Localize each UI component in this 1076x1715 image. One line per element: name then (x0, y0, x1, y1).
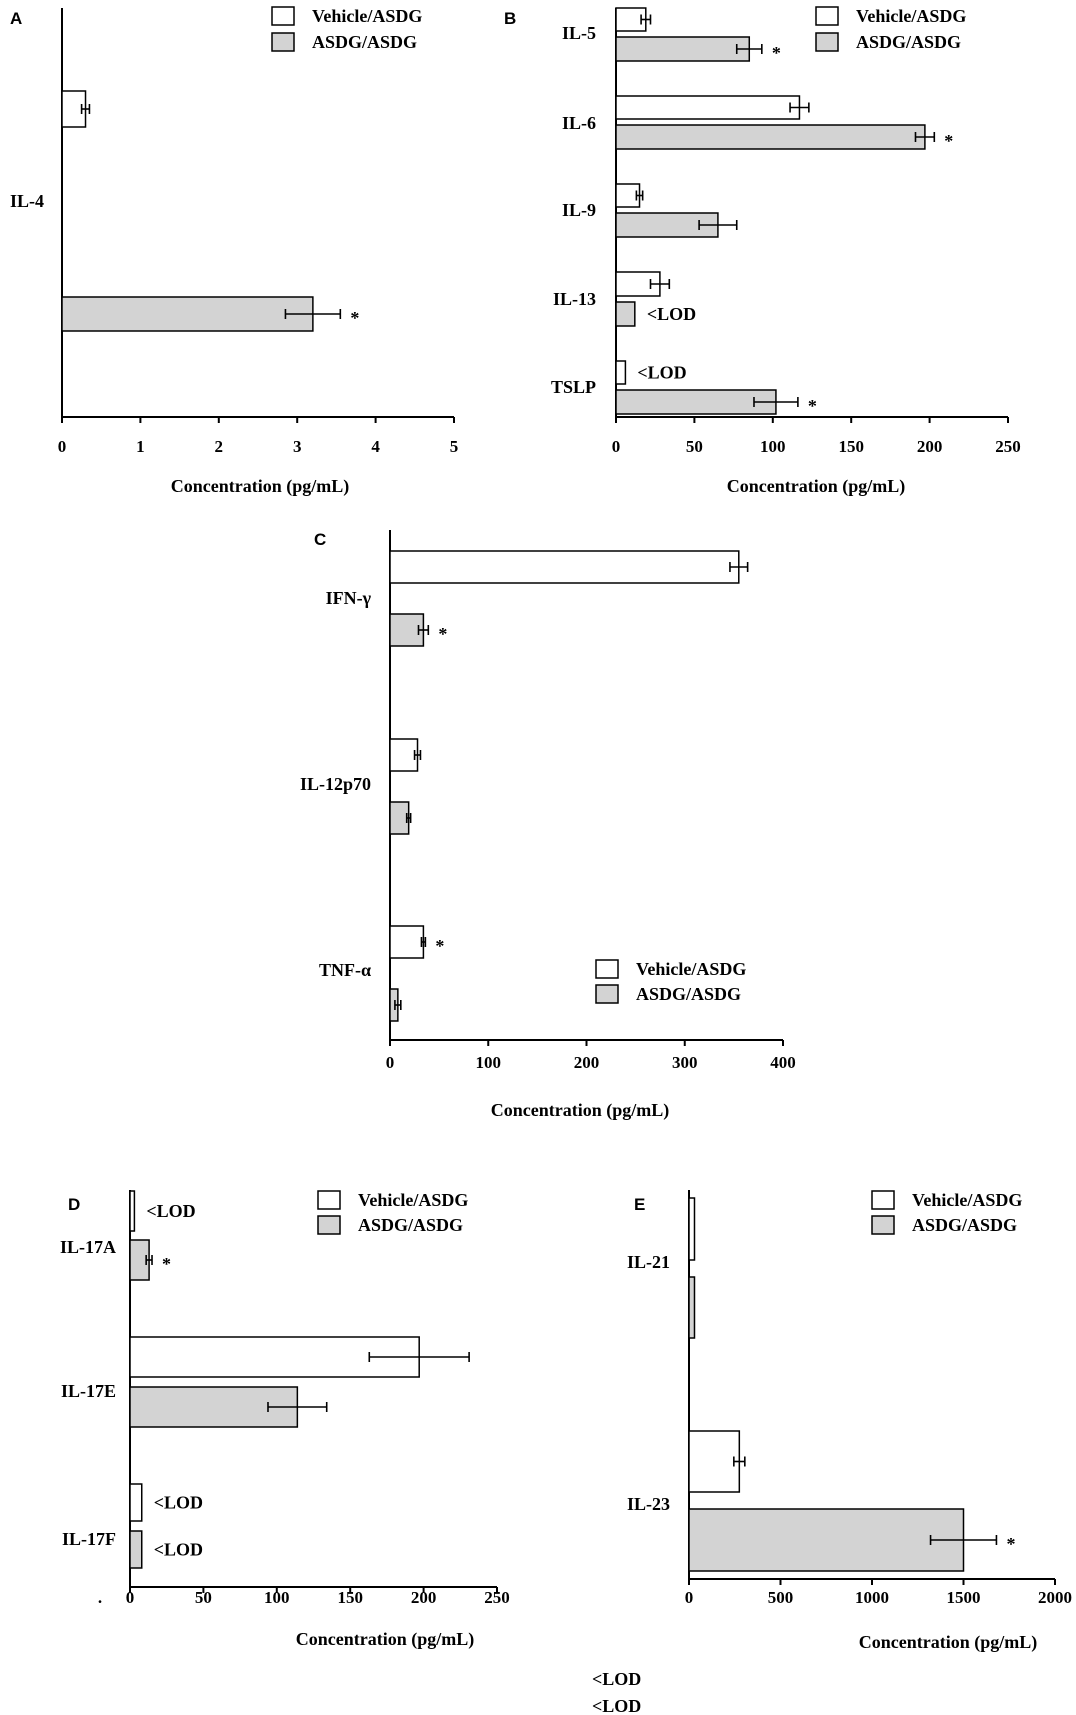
panel-a-legend-label-asdg: ASDG/ASDG (312, 32, 418, 52)
panel-e-legend-label-asdg: ASDG/ASDG (912, 1215, 1018, 1235)
panel-d-tick-label: 0 (125, 1588, 135, 1607)
panel-b-legend-label-asdg: ASDG/ASDG (856, 32, 962, 52)
panel-d-legend-label-vehicle: Vehicle/ASDG (358, 1190, 469, 1210)
category-label-tslp: TSLP (550, 377, 596, 397)
panel-d-letter: D (68, 1195, 81, 1214)
stray-dot: . (97, 1588, 103, 1607)
category-label-il-17f: IL-17F (62, 1529, 116, 1549)
bar-vehicle-tnf- (390, 926, 423, 958)
panel-d (60, 1190, 510, 1650)
panel-c-legend-swatch-asdg (596, 985, 618, 1003)
panel-a-legend-label-vehicle: Vehicle/ASDG (312, 6, 423, 26)
panel-b (504, 6, 1021, 497)
panel-e-tick-label: 1500 (946, 1588, 981, 1607)
bar-asdg-il-12p70 (390, 802, 409, 834)
panel-e-tick-label: 500 (767, 1588, 794, 1607)
panel-e-tick-label: 0 (684, 1588, 694, 1607)
panel-c-legend-swatch-vehicle (596, 960, 618, 978)
panel-d-tick-label: 200 (410, 1588, 437, 1607)
significance-marker-asdg-il-6: * (944, 131, 954, 151)
footer-note-2: <LOD (592, 1696, 642, 1715)
panel-d-legend-swatch-asdg (318, 1216, 340, 1234)
bar-asdg-tslp (616, 390, 776, 414)
panel-c-tick-label: 200 (573, 1053, 600, 1072)
bar-vehicle-tslp (616, 361, 625, 384)
panel-a-legend-swatch-asdg (272, 33, 294, 51)
category-label-il-17e: IL-17E (60, 1381, 116, 1401)
panel-b-tick-label: 250 (995, 437, 1021, 456)
lod-note-asdg-il-17f: <LOD (153, 1539, 204, 1560)
panel-e-x-axis-title: Concentration (pg/mL) (858, 1632, 1038, 1652)
panel-e-tick-label: 2000 (1038, 1588, 1072, 1607)
panel-b-tick-label: 150 (838, 437, 864, 456)
panel-c-legend-label-vehicle: Vehicle/ASDG (636, 959, 747, 979)
panel-e (627, 1190, 1072, 1653)
panel-d-tick-label: 100 (264, 1588, 290, 1607)
panel-a-tick-label: 4 (371, 437, 380, 456)
panel-a-letter: A (10, 9, 23, 28)
bar-vehicle-il-12p70 (390, 739, 418, 771)
panel-d-legend-label-asdg: ASDG/ASDG (358, 1215, 464, 1235)
category-label-il-4: IL-4 (9, 191, 44, 211)
panel-b-legend-swatch-asdg (816, 33, 838, 51)
panel-c-letter: C (314, 530, 327, 549)
bar-asdg-il-21 (689, 1277, 694, 1338)
panel-b-x-axis-title: Concentration (pg/mL) (726, 476, 906, 496)
bar-vehicle-il-21 (689, 1198, 694, 1260)
significance-marker-asdg-il-23: * (1006, 1534, 1016, 1554)
panel-a (10, 6, 458, 497)
panel-a-legend-swatch-vehicle (272, 7, 294, 25)
category-label-ifn-: IFN-γ (325, 588, 371, 608)
panel-e-legend-swatch-vehicle (872, 1191, 894, 1209)
panel-a-tick-label: 3 (292, 437, 302, 456)
panel-c-legend-label-asdg: ASDG/ASDG (636, 984, 742, 1004)
panel-a-tick-label: 0 (57, 437, 67, 456)
category-label-il-9: IL-9 (561, 200, 596, 220)
panel-e-letter: E (634, 1195, 646, 1214)
bar-asdg-il-13 (616, 302, 635, 326)
category-label-il-13: IL-13 (552, 289, 596, 309)
bar-asdg-il-6 (616, 125, 925, 149)
panel-e-legend-label-vehicle: Vehicle/ASDG (912, 1190, 1023, 1210)
bar-vehicle-il-6 (616, 96, 799, 119)
bar-asdg-il-23 (689, 1509, 964, 1571)
bar-asdg-il-5 (616, 37, 749, 61)
panel-b-tick-label: 100 (760, 437, 786, 456)
lod-note-vehicle-tslp: <LOD (637, 362, 687, 383)
bar-asdg-il-4 (62, 297, 313, 331)
panel-c-tick-label: 100 (475, 1053, 501, 1072)
category-label-il-6: IL-6 (561, 113, 596, 133)
panel-b-legend-label-vehicle: Vehicle/ASDG (856, 6, 967, 26)
significance-marker-asdg-il-5: * (771, 43, 781, 63)
panel-b-letter: B (504, 9, 517, 28)
panel-a-tick-label: 2 (214, 437, 224, 456)
lod-note-vehicle-il-17a: <LOD (146, 1201, 196, 1221)
panel-c-tick-label: 300 (672, 1053, 698, 1072)
panel-b-tick-label: 0 (611, 437, 621, 456)
significance-marker-vehicle-tnf-: * (435, 936, 445, 956)
category-label-tnf-: TNF-α (318, 960, 371, 980)
category-label-il-23: IL-23 (626, 1494, 670, 1514)
bar-asdg-il-17f (130, 1531, 142, 1568)
panel-b-tick-label: 50 (685, 437, 703, 456)
panel-c-tick-label: 0 (385, 1053, 395, 1072)
panel-a-tick-label: 5 (449, 437, 459, 456)
panel-a-tick-label: 1 (136, 437, 145, 456)
panel-d-legend-swatch-vehicle (318, 1191, 340, 1209)
bar-vehicle-il-23 (689, 1431, 739, 1492)
panel-c (300, 530, 796, 1121)
category-label-il-17a: IL-17A (59, 1237, 116, 1257)
significance-marker-asdg-tslp: * (807, 396, 817, 416)
footer-note-1: <LOD (592, 1669, 642, 1689)
lod-note-vehicle-il-17f: <LOD (153, 1492, 204, 1513)
panel-d-tick-label: 150 (337, 1588, 363, 1607)
significance-marker-asdg-il-17a: * (162, 1254, 172, 1274)
panel-c-x-axis-title: Concentration (pg/mL) (490, 1100, 670, 1120)
bar-vehicle-il-17a (130, 1191, 134, 1231)
category-label-il-5: IL-5 (561, 23, 596, 43)
panel-b-legend-swatch-vehicle (816, 7, 838, 25)
panel-a-x-axis-title: Concentration (pg/mL) (170, 476, 350, 496)
lod-note-asdg-il-13: <LOD (646, 304, 697, 324)
panel-d-x-axis-title: Concentration (pg/mL) (295, 1629, 475, 1649)
panel-c-tick-label: 400 (770, 1053, 796, 1072)
category-label-il-12p70: IL-12p70 (299, 774, 371, 794)
panel-e-tick-label: 1000 (855, 1588, 889, 1607)
significance-marker-asdg-ifn-: * (438, 624, 448, 644)
bar-vehicle-il-17f (130, 1484, 142, 1521)
panel-d-tick-label: 250 (484, 1588, 510, 1607)
bar-vehicle-ifn- (390, 551, 739, 583)
category-label-il-21: IL-21 (626, 1252, 670, 1272)
panel-b-tick-label: 200 (916, 437, 943, 456)
significance-marker-asdg-il-4: * (350, 308, 360, 328)
panel-e-legend-swatch-asdg (872, 1216, 894, 1234)
panel-d-tick-label: 50 (194, 1588, 212, 1607)
chart-panels (10, 6, 1072, 1653)
